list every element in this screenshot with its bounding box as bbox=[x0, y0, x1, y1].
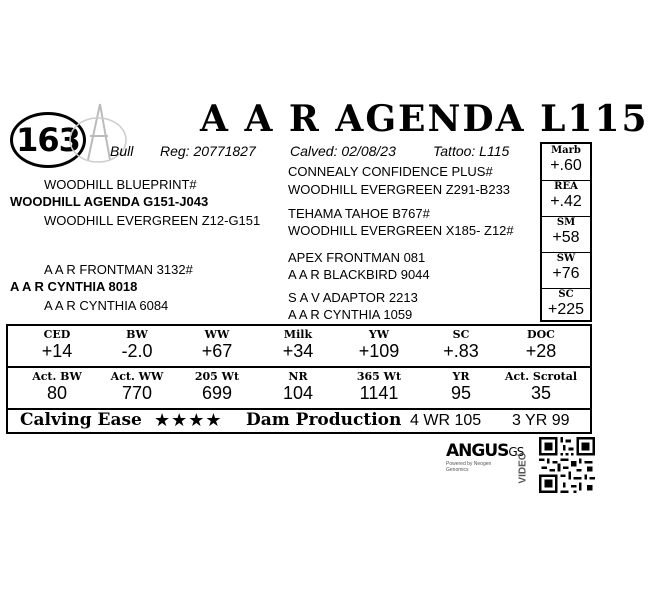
actual-label: NR bbox=[288, 370, 308, 383]
logo-tagline: Powered by Neogen Genomics bbox=[446, 461, 492, 473]
logo-word: ANGUS bbox=[446, 441, 509, 461]
sex: Bull bbox=[110, 143, 134, 159]
pedigree-ancestor: WOODHILL EVERGREEN X185- Z12# bbox=[288, 223, 514, 238]
epd-label: Milk bbox=[283, 328, 313, 341]
performance-box bbox=[6, 324, 592, 434]
epd-value: +.42 bbox=[550, 193, 582, 210]
svg-text:VIDEO: VIDEO bbox=[517, 452, 529, 484]
actual-value: 770 bbox=[121, 383, 153, 403]
epd-label: SW bbox=[556, 253, 576, 264]
carcass-epd-box bbox=[540, 142, 592, 322]
row-divider bbox=[8, 366, 590, 368]
tattoo: Tattoo: L115 bbox=[433, 143, 510, 159]
epd-label: Marb bbox=[551, 145, 581, 156]
dam-sire: A A R FRONTMAN 3132# bbox=[44, 262, 193, 277]
calving-ease-stars: ★★★★ bbox=[154, 410, 223, 430]
epd-yw bbox=[339, 328, 419, 361]
angus-gs-logo bbox=[446, 441, 524, 473]
angus-logo-word bbox=[446, 441, 524, 461]
epd-label: CED bbox=[43, 328, 71, 341]
epd-value: +76 bbox=[552, 265, 580, 282]
dam-production-yr: 3 YR 99 bbox=[512, 412, 570, 429]
dam-production-wr: 4 WR 105 bbox=[410, 412, 482, 429]
epd-ced bbox=[17, 328, 97, 361]
calving-ease-label: Calving Ease bbox=[20, 410, 142, 430]
epd-sc bbox=[421, 328, 501, 361]
actual-ww bbox=[97, 370, 177, 403]
epd-value: +109 bbox=[358, 341, 400, 361]
actual-yr bbox=[421, 370, 501, 403]
epd-value: +28 bbox=[525, 341, 557, 361]
actual-label: Act. BW bbox=[32, 370, 82, 383]
epd-label: DOC bbox=[527, 328, 555, 341]
epd-value: -2.0 bbox=[121, 341, 153, 361]
actual-value: 80 bbox=[46, 383, 68, 403]
epd-value: +34 bbox=[282, 341, 314, 361]
lot-number: 163 bbox=[16, 121, 80, 159]
actual-scrotal bbox=[501, 370, 581, 403]
dam: A A R CYNTHIA 8018 bbox=[10, 279, 138, 294]
video-label[interactable] bbox=[517, 440, 529, 496]
calved-date: Calved: 02/08/23 bbox=[290, 143, 396, 159]
epd-label: BW bbox=[126, 328, 148, 341]
epd-doc bbox=[501, 328, 581, 361]
epd-value: +.83 bbox=[443, 341, 479, 361]
pedigree-ancestor: S A V ADAPTOR 2213 bbox=[288, 290, 418, 305]
actual-nr bbox=[258, 370, 338, 403]
actual-bw bbox=[17, 370, 97, 403]
angus-association-watermark-icon bbox=[60, 100, 130, 170]
actual-label: 205 Wt bbox=[194, 370, 240, 383]
dam-dam: A A R CYNTHIA 6084 bbox=[44, 298, 169, 313]
actual-value: 95 bbox=[450, 383, 472, 403]
dam-production-label: Dam Production bbox=[246, 410, 402, 430]
epd-rea bbox=[542, 180, 590, 217]
actual-label: YR bbox=[452, 370, 470, 383]
epd-label: SC bbox=[558, 289, 574, 300]
actual-label: Act. WW bbox=[110, 370, 164, 383]
actual-value: 699 bbox=[201, 383, 233, 403]
pedigree-ancestor: CONNEALY CONFIDENCE PLUS# bbox=[288, 164, 493, 179]
actual-365-wt bbox=[339, 370, 419, 403]
epd-sc bbox=[542, 288, 590, 324]
logo-suffix: GS bbox=[508, 445, 524, 459]
qr-code-icon[interactable] bbox=[539, 437, 595, 493]
actual-label: Act. Scrotal bbox=[504, 370, 578, 383]
epd-value: +67 bbox=[201, 341, 233, 361]
epd-label: YW bbox=[368, 328, 390, 341]
actual-value: 1141 bbox=[359, 383, 399, 403]
epd-milk bbox=[258, 328, 338, 361]
epd-label: REA bbox=[554, 181, 578, 192]
epd-value: +.60 bbox=[550, 157, 582, 174]
epd-value: +14 bbox=[41, 341, 73, 361]
sire: WOODHILL AGENDA G151-J043 bbox=[10, 194, 209, 209]
epd-marb bbox=[542, 144, 590, 181]
pedigree-ancestor: WOODHILL EVERGREEN Z291-B233 bbox=[288, 182, 511, 197]
registration-number: Reg: 20771827 bbox=[160, 143, 256, 159]
pedigree-ancestor: TEHAMA TAHOE B767# bbox=[288, 206, 430, 221]
actual-205-wt bbox=[177, 370, 257, 403]
pedigree-ancestor: APEX FRONTMAN 081 bbox=[288, 250, 426, 265]
epd-label: SM bbox=[556, 217, 576, 228]
epd-label: SC bbox=[452, 328, 470, 341]
sire-dam: WOODHILL EVERGREEN Z12-G151 bbox=[44, 213, 261, 228]
epd-value: +225 bbox=[547, 301, 585, 318]
actual-value: 104 bbox=[282, 383, 314, 403]
epd-sw bbox=[542, 252, 590, 289]
actual-value: 35 bbox=[530, 383, 552, 403]
epd-ww bbox=[177, 328, 257, 361]
epd-label: WW bbox=[204, 328, 230, 341]
pedigree-ancestor: A A R BLACKBIRD 9044 bbox=[288, 267, 430, 282]
pedigree-ancestor: A A R CYNTHIA 1059 bbox=[288, 307, 413, 322]
actual-label: 365 Wt bbox=[356, 370, 402, 383]
epd-sm bbox=[542, 216, 590, 253]
epd-value: +58 bbox=[552, 229, 580, 246]
epd-bw bbox=[97, 328, 177, 361]
animal-name: A A R AGENDA L115 bbox=[200, 98, 649, 140]
sire-sire: WOODHILL BLUEPRINT# bbox=[44, 177, 197, 192]
